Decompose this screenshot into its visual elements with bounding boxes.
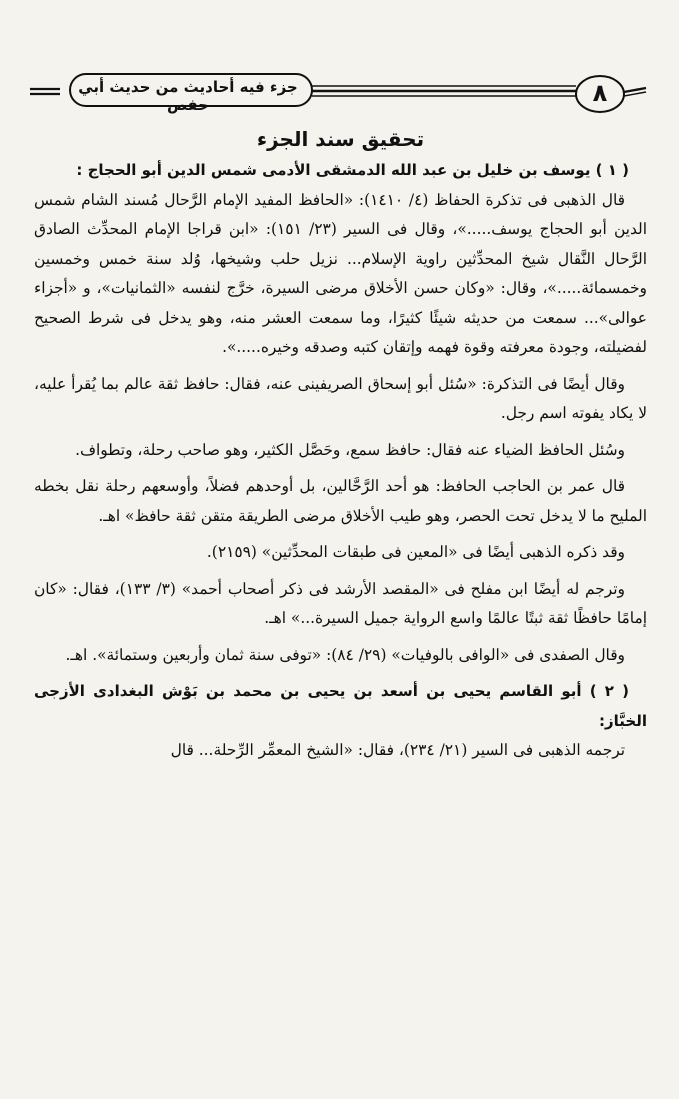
page-number: ٨ — [592, 79, 608, 107]
narrator-heading-1: ( ١ ) يوسف بن خليل بن عبد الله الدمشقى الأدمى شمس الدين أبو الحجاج : — [76, 161, 629, 179]
body-paragraph: ترجمه الذهبى فى السير (٢١/ ٢٣٤)، فقال: «الشيخ المعمِّر الرِّحلة... قال — [170, 741, 625, 759]
page-body — [34, 124, 647, 773]
section-title: تحقيق سند الجزء — [256, 127, 425, 151]
body-paragraph: قال الذهبى فى تذكرة الحفاظ (٤/ ١٤١٠): «الحافظ المفيد الإمام الرَّحال مُسند الشام شمس الدين أبو الحجاج يوسف.....»، وقال فى السير (٢٣/ ١٥١): «ابن قراجا الإمام المحدِّث الصادق الرَّحال النَّقال شيخ المحدِّثين راوية الإسلام... نزيل حلب وشيخها، وُلد سنة خمس وخمسين وخمسمائة.....»، وقال: «وكان حسن الأخلاق مرضى السيرة، خرَّج لنفسه «الثمانيات»، و «أجزاء عوالى»... سمعت من حديثه شيئًا كثيرًا، وما سمعت العشر منه، وهو يدخل فى شرط الصحيح لفضيلته، وجودة معرفته وقوة فهمه وإتقان كتبه وصدقه وخيره.....». — [34, 190, 647, 356]
body-paragraph: وترجم له أيضًا ابن مفلح فى «المقصد الأرشد فى ذكر أصحاب أحمد» (٣/ ١٣٣)، فقال: «كان إمامًا حافظًا ثقة ثبتًا عالمًا واسع الرواية جميل السيرة...» اهـ. — [34, 579, 647, 627]
body-paragraph: قال عمر بن الحاجب الحافظ: هو أحد الرَّحَّالين، بل أوحدهم فضلاً، وأوسعهم رحلة نقل بخطه المليح ما لا يدخل تحت الحصر، وهو طيب الأخلاق مرضى الطريقة متقن ثقة حافظ» اهـ. — [34, 477, 647, 525]
body-paragraph: وقد ذكره الذهبى أيضًا فى «المعين فى طبقات المحدِّثين» (٢١٥٩). — [206, 543, 625, 561]
narrator-heading-2: ( ٢ ) أبو القاسم يحيى بن أسعد بن يحيى بن محمد بن بَوْش البغدادى الأزجى الخبَّاز: — [34, 682, 647, 730]
body-paragraph: وسُئل الحافظ الضياء عنه فقال: حافظ سمع، وحَصَّل الكثير، وهو صاحب رحلة، وتطواف. — [75, 440, 625, 459]
running-title: جزء فيه أحاديث من حديث أبي حفص — [78, 78, 298, 114]
body-paragraph: وقال الصفدى فى «الوافى بالوفيات» (٢٩/ ٨٤): «توفى سنة ثمان وأربعين وستمائة». اهـ. — [65, 645, 625, 664]
body-paragraph: وقال أيضًا فى التذكرة: «سُئل أبو إسحاق الصريفينى عنه، فقال: حافظ ثقة عالم بما يُقرأ عليه، لا يكاد يفوته اسم رجل. — [34, 374, 647, 422]
